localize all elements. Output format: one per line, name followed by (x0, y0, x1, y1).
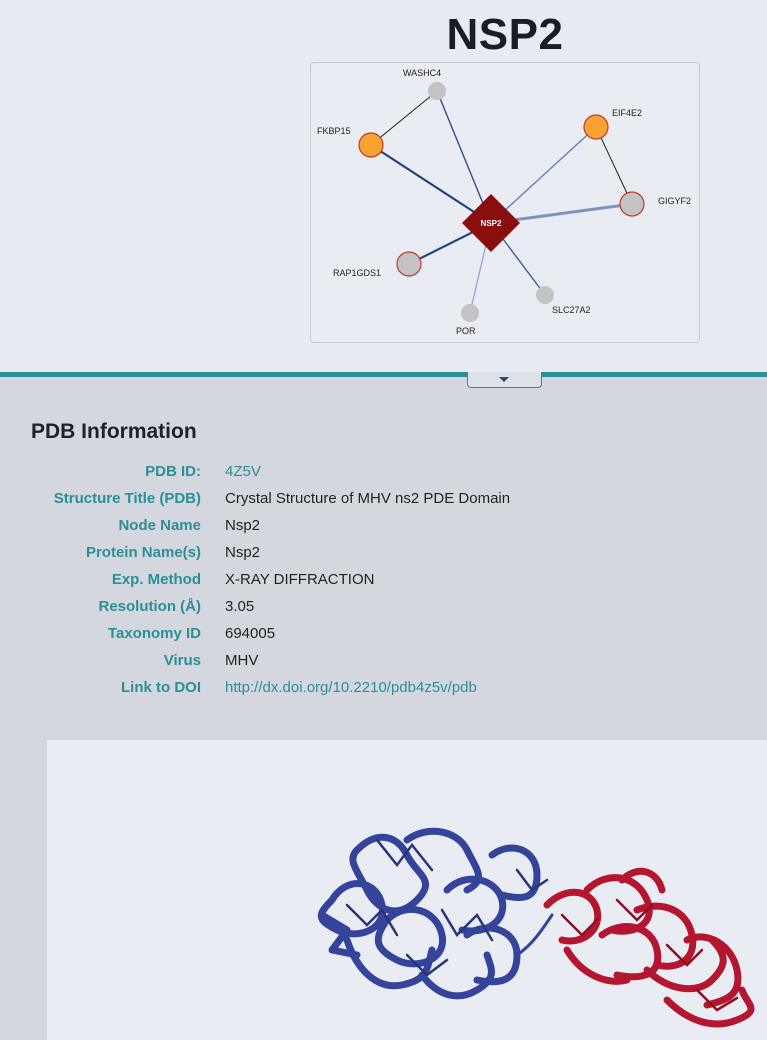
node-label: WASHC4 (403, 68, 442, 78)
node-label: POR (456, 326, 476, 336)
network-graph[interactable] (310, 62, 700, 343)
info-label: Structure Title (PDB) (53, 490, 201, 507)
page-title: NSP2 (446, 10, 564, 59)
center-node-label: NSP2 (480, 219, 502, 228)
info-row-resolution (0, 598, 767, 625)
info-value: Nsp2 (225, 544, 261, 561)
node-label: SLC27A2 (552, 305, 591, 315)
chevron-down-icon (499, 377, 509, 382)
edge-eif4e2-nsp2 (491, 127, 596, 223)
node-washc4[interactable] (403, 68, 446, 100)
info-value: 694005 (225, 625, 276, 642)
edge-fkbp15-nsp2 (371, 145, 491, 223)
node-nsp2-center[interactable] (462, 194, 520, 252)
info-value: X-RAY DIFFRACTION (225, 571, 375, 588)
info-label: Resolution (Å) (98, 598, 201, 615)
info-row-exp-method (0, 571, 767, 598)
node-por[interactable] (456, 304, 479, 336)
info-value: MHV (225, 652, 259, 669)
node-label: FKBP15 (317, 126, 351, 136)
info-row-node-name (0, 517, 767, 544)
node-slc27a2[interactable] (536, 286, 591, 315)
info-value: 3.05 (225, 598, 255, 615)
section-divider (0, 372, 767, 377)
node-label: EIF4E2 (612, 108, 643, 118)
info-label: Link to DOI (121, 679, 201, 696)
info-row-protein-names (0, 544, 767, 571)
info-row-doi (0, 679, 767, 706)
info-label: PDB ID: (145, 463, 201, 480)
node-fkbp15[interactable] (317, 126, 383, 157)
info-label: Node Name (118, 517, 201, 534)
info-value: Crystal Structure of MHV ns2 PDE Domain (225, 490, 511, 507)
collapse-toggle-button[interactable] (467, 372, 542, 388)
info-value: Nsp2 (225, 517, 261, 534)
info-label: Protein Name(s) (85, 544, 201, 561)
node-rap1gds1[interactable] (333, 252, 421, 278)
node-eif4e2[interactable] (584, 108, 642, 139)
info-row-pdb-id (0, 463, 767, 490)
pdb-section-title: PDB Information (31, 420, 197, 443)
info-row-taxonomy-id (0, 625, 767, 652)
network-panel (0, 0, 767, 372)
node-label: GIGYF2 (658, 196, 692, 206)
node-label: RAP1GDS1 (333, 268, 382, 278)
info-row-structure-title (0, 490, 767, 517)
edge-eif4e2-gigyf2 (596, 127, 632, 204)
structure-3d-viewer[interactable] (47, 740, 767, 1040)
doi-link[interactable]: http://dx.doi.org/10.2210/pdb4z5v/pdb (225, 679, 477, 696)
info-label: Virus (163, 652, 201, 669)
info-label: Taxonomy ID (107, 625, 201, 642)
protein-structure-render (47, 740, 767, 1040)
network-svg[interactable] (311, 63, 699, 342)
info-label: Exp. Method (111, 571, 201, 588)
node-gigyf2[interactable] (620, 192, 691, 216)
info-row-virus (0, 652, 767, 679)
edge-washc4-fkbp15 (371, 91, 437, 145)
pdb-id-link[interactable]: 4Z5V (225, 463, 261, 480)
